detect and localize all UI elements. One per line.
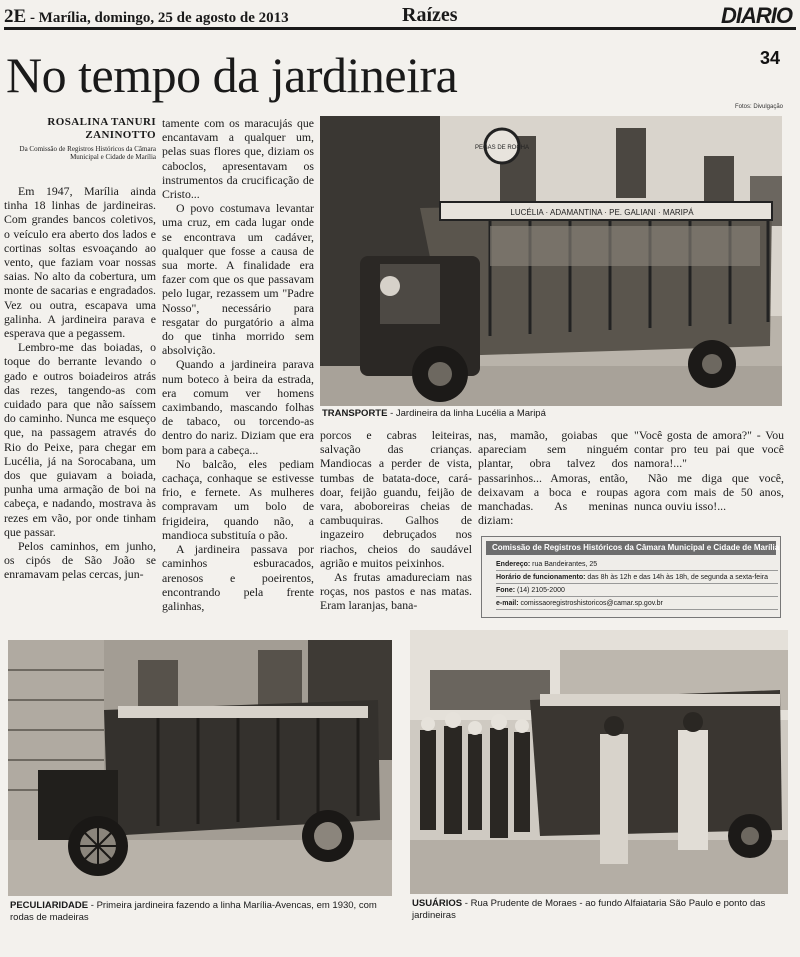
paragraph: Não me diga que você, agora com mais de 50 anos, nunca ouviu isso!... — [634, 470, 784, 514]
paragraph: Em 1947, Marília ainda tinha 18 linhas de jardineiras. Com grandes bancos coletivos, o veículo era aberto dos lados e cortinas soltas esvoaçando ao vento, que faziam voar nossas saias. No alto da cobertura, um monte de sacarias e engradados. Vez ou outra, escapava uma galinha. A jardineira parava e esperava que a pegassem. — [4, 184, 156, 341]
dateline: - Marília, domingo, 25 de agosto de 2013 — [29, 10, 289, 26]
caption-transporte — [322, 408, 782, 420]
info-hours-label: Horário de funcionamento: — [496, 574, 586, 581]
paragraph: tamente com os maracujás que encantavam a qualquer um, pelas suas flores que, diziam os caboclos, apresentavam os instrumentos da crucificação de Cristo... — [162, 116, 314, 202]
caption-tag: USUÁRIOS — [412, 898, 463, 909]
info-email-label: e-mail: — [496, 600, 519, 607]
caption-usuarios — [412, 898, 788, 922]
caption-peculiaridade — [10, 900, 394, 924]
newspaper-logo: DIARIO — [721, 3, 792, 28]
info-address — [496, 559, 778, 571]
photo-transporte — [320, 116, 782, 406]
paragraph: O povo costumava levantar uma cruz, em cada lugar onde se encontrava um cadáver, qualquer que fosse a causa de sua morte. A finalidade era fazer com que os que passavam pelo lugar, rezassem um "Padre Nosso", necessário para resgatar do purgatório a alma do que tinha morrido sem absolvição. — [162, 201, 314, 358]
info-hours — [496, 572, 778, 584]
header-dateline-group — [4, 6, 289, 28]
byline — [4, 116, 156, 161]
paragraph: "Você gosta de amora?" - Vou contar pro teu pai que você namora!..." — [634, 428, 784, 471]
author-name-line1: ROSALINA TANURI — [47, 116, 156, 128]
info-email — [496, 598, 778, 610]
round-sign-text: PEGAS DE ROCHA — [474, 145, 530, 151]
article-column-4 — [478, 428, 628, 527]
paragraph: Pelos caminhos, em junho, os cipós de São João se enramavam pelas cercas, jun- — [4, 539, 156, 582]
paragraph: nas, mamão, goiabas que apareciam sem ninguém plantar, obra talvez dos passarinhos... Amoras, então, deixavam a boca e roupas manchadas. As meninas diziam: — [478, 428, 628, 528]
info-phone — [496, 585, 778, 597]
page-code: 2E — [4, 6, 27, 27]
info-phone-label: Fone: — [496, 587, 516, 594]
info-address-label: Endereço: — [496, 561, 531, 568]
paragraph: Quando a jardineira parava num boteco à beira da estrada, era comum ver homens caximbando, mascando folhas de tabaco, ou torcendo-as dentro do nariz. Diziam que era bom para a cabeça... — [162, 357, 314, 457]
info-hours-value: das 8h às 12h e das 14h às 18h, de segunda a sexta-feira — [585, 574, 768, 581]
article-column-3 — [320, 428, 472, 613]
author-affiliation: Da Comissão de Registros Históricos da Câmara Municipal e Cidade de Marília — [19, 145, 156, 161]
article-column-1 — [4, 184, 156, 582]
section-title: Raízes — [402, 4, 458, 26]
page-number: 34 — [760, 48, 781, 68]
bus-route-sign: LUCÉLIA · ADAMANTINA · PE. GALIANI · MARIPÁ — [510, 208, 694, 217]
headline: No tempo da jardineira — [6, 47, 458, 103]
paragraph: A jardineira passava por caminhos esburacados, arenosos e poeirentos, encontrando pela frente galinhas, — [162, 542, 314, 613]
page-header — [4, 4, 796, 30]
author-name-line2: ZANINOTTO — [85, 129, 156, 141]
caption-text: - Primeira jardineira fazendo a linha Marília-Avencas, em 1930, com rodas de madeiras — [10, 900, 377, 923]
article-column-5 — [634, 428, 784, 513]
info-phone-value: (14) 2105-2000 — [515, 587, 565, 594]
street-photo-illustration — [410, 630, 788, 894]
caption-tag: TRANSPORTE — [322, 408, 388, 419]
info-email-value: comissaoregistroshistoricos@camar.sp.gov.br — [518, 600, 663, 607]
photo-usuarios — [410, 630, 788, 894]
paragraph: porcos e cabras leiteiras, salvação das crianças. Mandiocas a perder de vista, tumbas de batata-doce, cará-doar, feijão guandu, feijão de vara, aboboreiras cheias de cambuquiras. Galhos de ingazeiro debruçados nos riachos, cheios do saudável agrião e muitos peixinhos. — [320, 428, 472, 570]
info-box-title: Comissão de Registros Históricos da Câmara Municipal e Cidade de Marília — [486, 541, 776, 555]
old-bus-photo-illustration — [8, 640, 392, 896]
info-address-value: rua Bandeirantes, 25 — [530, 561, 598, 568]
article-column-2 — [162, 116, 314, 613]
paragraph: No balcão, eles pediam cachaça, conhaque se estivesse frio, e fernete. As mulheres compravam um bolo de frigideira, quando não, a mandioca substituía o pão. — [162, 456, 314, 542]
caption-text: - Rua Prudente de Moraes - ao fundo Alfaiataria São Paulo e ponto das jardineiras — [412, 898, 766, 921]
bus-photo-illustration — [320, 116, 782, 406]
paragraph: As frutas amadureciam nas roças, nos pastos e nas matas. Eram laranjas, bana- — [320, 570, 472, 613]
caption-text: - Jardineira da linha Lucélia a Maripá — [387, 408, 546, 419]
paragraph: Lembro-me das boiadas, o toque do berrante levando o gado e outros boiadeiros atrás das rezes, tangendo-as com cuidado para que não saíssem do caminho. Nunca me esqueço que, na passagem através do Rio do Peixe, para chegar em Lucélia, já na Sorocabana, um dos que guiavam a boiada, punha uma armação de boi na cabeça, e nadando, mostrava às rezes em vão, por onde tinham que passar. — [4, 340, 156, 539]
photo-credit: Fotos: Divulgação — [735, 104, 784, 110]
photo-peculiaridade — [8, 640, 392, 896]
info-box — [481, 536, 781, 618]
caption-tag: PECULIARIDADE — [10, 900, 89, 911]
